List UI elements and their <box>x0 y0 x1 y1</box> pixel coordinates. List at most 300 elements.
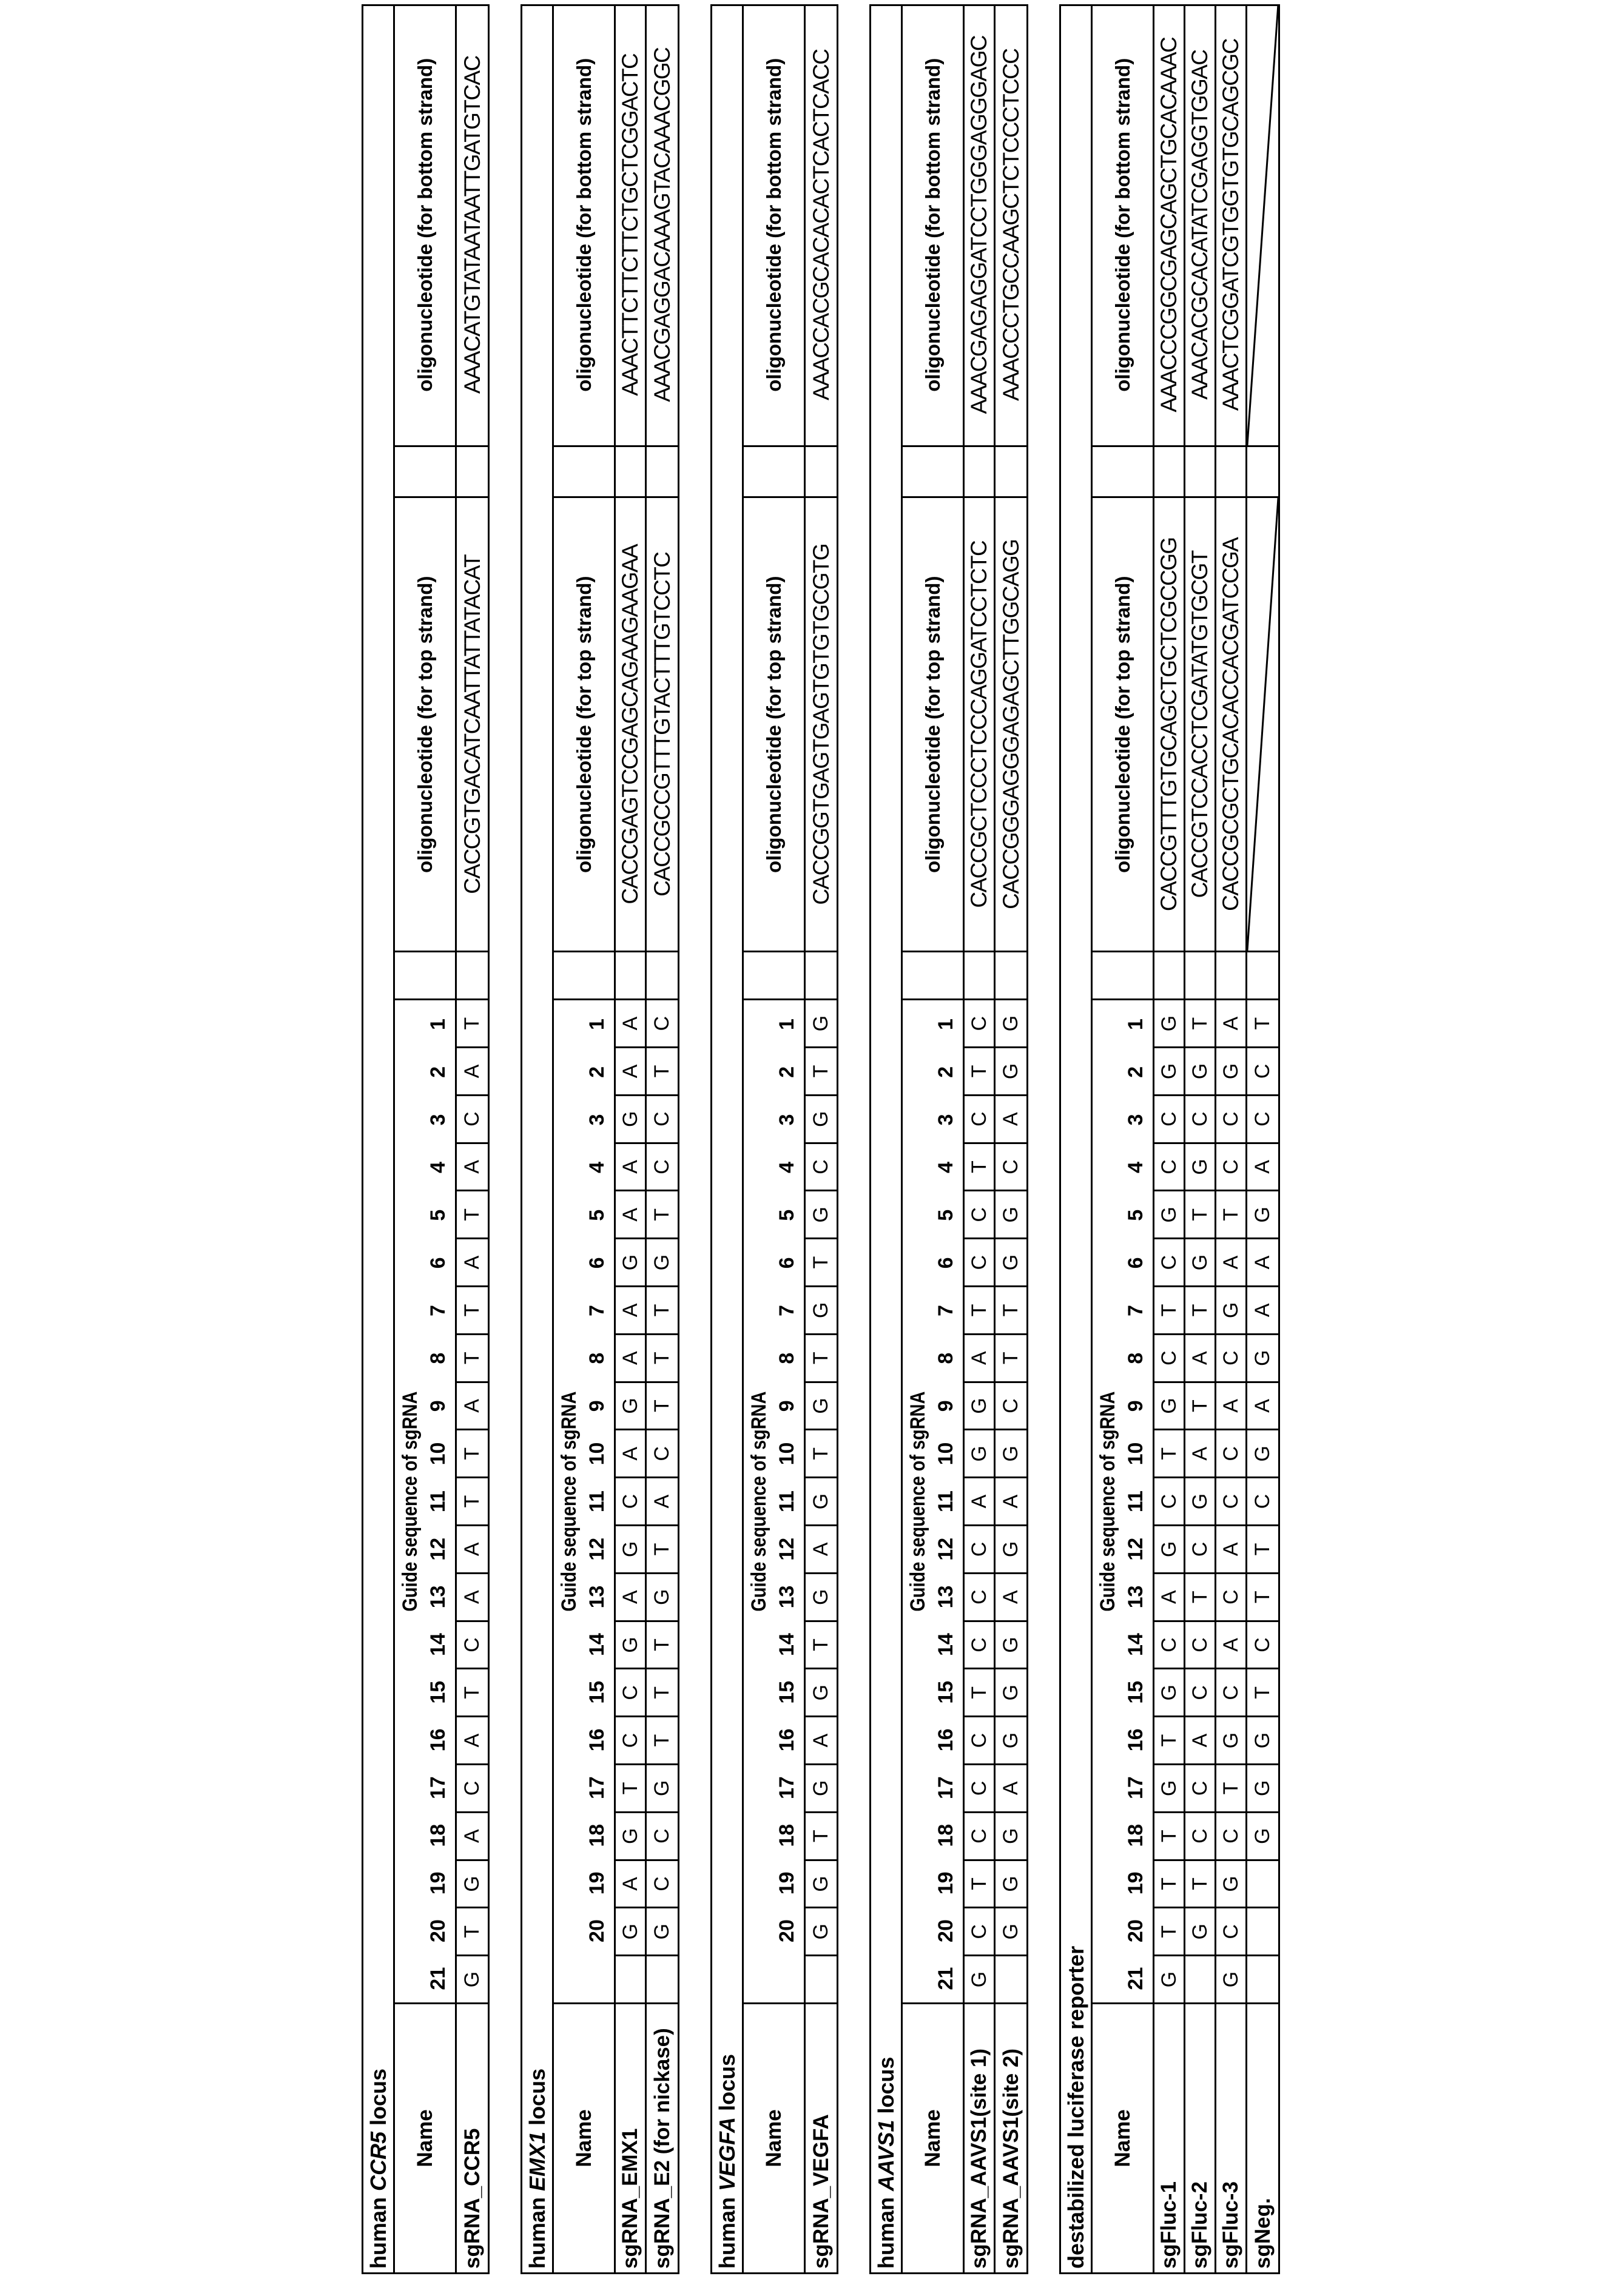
position-number: 13 <box>426 1573 450 1621</box>
spacer-cell <box>554 951 616 998</box>
guide-base: C <box>1185 1763 1216 1811</box>
guide-base: C <box>965 1094 996 1142</box>
top-strand-oligo: CACCGTCCACCTCGATATGTGCGT <box>1185 496 1216 951</box>
guide-base: T <box>647 1668 678 1715</box>
position-number: 2 <box>775 1048 799 1096</box>
position-number: 5 <box>585 1191 609 1239</box>
top-strand-oligo: CACCGTGACATCAATTATTATACAT <box>457 496 488 951</box>
position-number: 9 <box>775 1382 799 1430</box>
position-number: 21 <box>1124 1954 1148 2002</box>
position-number: 20 <box>585 1907 609 1955</box>
guide-base: T <box>1247 1524 1278 1572</box>
guide-base: G <box>996 998 1026 1046</box>
guide-base: T <box>647 1285 678 1333</box>
section-grid <box>903 6 965 2272</box>
guide-base: G <box>965 1954 996 2002</box>
guide-base: A <box>457 1572 488 1620</box>
position-number: 4 <box>775 1143 799 1191</box>
section-title-prefix: destabilized luciferase reporter <box>1063 1946 1089 2269</box>
sgrna-name: sgFluc-2 <box>1185 2002 1216 2272</box>
section-title-suffix: locus <box>715 2054 740 2117</box>
sgrna-oligo-table <box>362 4 1311 2274</box>
position-number: 6 <box>1124 1239 1148 1287</box>
guide-base: G <box>1154 1190 1185 1237</box>
guide-base: T <box>965 1046 996 1094</box>
spacer-cell <box>965 951 996 998</box>
position-number: 12 <box>426 1525 450 1573</box>
top-strand-oligo-header: oligonucleotide (for top strand) <box>554 496 616 951</box>
guide-base: G <box>647 1763 678 1811</box>
guide-base <box>1247 1859 1278 1907</box>
position-number: 15 <box>934 1668 958 1716</box>
guide-base: G <box>1216 1715 1247 1763</box>
guide-base: G <box>996 1907 1026 1954</box>
guide-base: C <box>457 1094 488 1142</box>
guide-base: A <box>1216 1381 1247 1429</box>
section-title-suffix: locus <box>874 2057 899 2120</box>
empty-cell-diagonal <box>1247 4 1278 445</box>
sgrna-name: sgNeg. <box>1247 2002 1278 2272</box>
guide-base: G <box>1154 998 1185 1046</box>
guide-base: T <box>647 1381 678 1429</box>
position-number: 17 <box>1124 1764 1148 1812</box>
guide-base: T <box>1154 1907 1185 1954</box>
table-row <box>1185 6 1216 2272</box>
guide-base: T <box>965 1859 996 1907</box>
guide-base: A <box>647 1476 678 1524</box>
position-number: 8 <box>585 1335 609 1382</box>
guide-base: G <box>1154 1381 1185 1429</box>
table-row <box>965 6 996 2272</box>
guide-base: A <box>1247 1142 1278 1190</box>
guide-sequence-header <box>554 998 616 2002</box>
guide-base: A <box>457 1046 488 1094</box>
position-number: 4 <box>426 1143 450 1191</box>
position-number: 11 <box>426 1478 450 1526</box>
guide-base: C <box>647 1094 678 1142</box>
guide-base: A <box>457 1142 488 1190</box>
guide-base: C <box>1247 1046 1278 1094</box>
guide-base <box>616 1954 647 2002</box>
guide-base: T <box>1185 1572 1216 1620</box>
guide-base: G <box>647 1907 678 1954</box>
spacer-cell <box>744 445 806 496</box>
position-number: 11 <box>934 1478 958 1526</box>
spacer-cell <box>457 445 488 496</box>
position-number: 21 <box>426 1954 450 2002</box>
guide-base: C <box>647 1811 678 1859</box>
locus-section <box>521 4 679 2274</box>
guide-base: A <box>616 1572 647 1620</box>
spacer-cell <box>806 951 837 998</box>
spacer-cell <box>457 951 488 998</box>
name-header: Name <box>395 2002 457 2272</box>
guide-base: G <box>616 1811 647 1859</box>
table-row <box>647 6 678 2272</box>
position-number: 9 <box>1124 1382 1148 1430</box>
guide-base: T <box>965 1285 996 1333</box>
guide-base: G <box>1154 1046 1185 1094</box>
guide-base: G <box>1216 1859 1247 1907</box>
position-numbers <box>585 1000 614 2002</box>
sgrna-name: sgRNA_EMX1 <box>616 2002 647 2272</box>
name-header: Name <box>903 2002 965 2272</box>
table-row <box>1154 6 1185 2272</box>
guide-base: A <box>806 1524 837 1572</box>
guide-base: A <box>616 1190 647 1237</box>
position-number: 5 <box>934 1191 958 1239</box>
guide-base: A <box>457 1811 488 1859</box>
guide-base: G <box>806 1668 837 1715</box>
position-number: 13 <box>934 1573 958 1621</box>
section-title-gene: EMX1 <box>525 2132 550 2191</box>
guide-base: T <box>457 1476 488 1524</box>
bottom-strand-oligo: AAACCCTGCCAAGCTCTCCCTCCC <box>996 4 1026 445</box>
position-number: 9 <box>426 1382 450 1430</box>
guide-base: G <box>965 1381 996 1429</box>
position-number <box>585 1954 609 2002</box>
guide-base: T <box>457 1429 488 1476</box>
guide-base: T <box>806 1429 837 1476</box>
sgrna-name: sgRNA_AAVS1(site 2) <box>996 2002 1026 2272</box>
guide-base: C <box>1216 1142 1247 1190</box>
position-number <box>775 1954 799 2002</box>
guide-base <box>1185 1954 1216 2002</box>
guide-base: T <box>1154 1429 1185 1476</box>
guide-base: T <box>1216 1190 1247 1237</box>
guide-base: G <box>806 1094 837 1142</box>
sgrna-name: sgFluc-3 <box>1216 2002 1247 2272</box>
spacer-cell <box>903 951 965 998</box>
position-number: 12 <box>1124 1525 1148 1573</box>
guide-base: C <box>996 1381 1026 1429</box>
guide-base: A <box>616 1142 647 1190</box>
spacer-cell <box>996 951 1026 998</box>
guide-base: C <box>457 1620 488 1668</box>
guide-base: G <box>457 1859 488 1907</box>
section-title-gene: AAVS1 <box>874 2120 899 2191</box>
guide-sequence-title: Guide sequence of sgRNA <box>554 1076 581 1927</box>
guide-base: G <box>996 1190 1026 1237</box>
position-number: 2 <box>426 1048 450 1096</box>
guide-base: C <box>965 1620 996 1668</box>
guide-base: C <box>1185 1811 1216 1859</box>
position-number: 18 <box>585 1811 609 1859</box>
guide-base: G <box>806 1190 837 1237</box>
spacer-cell <box>744 951 806 998</box>
position-numbers <box>775 1000 804 2002</box>
section-title <box>363 6 395 2272</box>
position-number: 16 <box>775 1716 799 1764</box>
bottom-strand-oligo: AAACGAGGACAAAGTACAAACGGC <box>647 4 678 445</box>
bottom-strand-oligo <box>1247 4 1278 445</box>
spacer-cell <box>903 445 965 496</box>
guide-base: C <box>1154 1620 1185 1668</box>
guide-base: A <box>616 1285 647 1333</box>
guide-base: C <box>965 1237 996 1285</box>
guide-sequence-title: Guide sequence of sgRNA <box>744 1076 771 1927</box>
top-strand-oligo-header: oligonucleotide (for top strand) <box>744 496 806 951</box>
guide-base: G <box>996 1715 1026 1763</box>
guide-base: T <box>1154 1715 1185 1763</box>
table-row <box>457 6 488 2272</box>
guide-base: C <box>1216 1572 1247 1620</box>
guide-base: T <box>647 1715 678 1763</box>
position-number: 13 <box>775 1573 799 1621</box>
section-title-prefix: human <box>715 2191 740 2269</box>
position-number: 19 <box>585 1859 609 1907</box>
spacer-cell <box>1247 951 1278 998</box>
guide-base: A <box>1185 1715 1216 1763</box>
position-number: 8 <box>934 1335 958 1382</box>
position-number: 7 <box>1124 1287 1148 1335</box>
guide-base: T <box>647 1046 678 1094</box>
guide-base: G <box>1247 1333 1278 1381</box>
spacer-cell <box>1185 951 1216 998</box>
name-header: Name <box>1093 2002 1154 2272</box>
position-number: 2 <box>1124 1048 1148 1096</box>
position-number: 6 <box>585 1239 609 1287</box>
section-title-gene: CCR5 <box>366 2132 391 2191</box>
guide-base: T <box>457 1285 488 1333</box>
guide-base: T <box>1185 1859 1216 1907</box>
position-number: 7 <box>426 1287 450 1335</box>
guide-base: T <box>457 1333 488 1381</box>
guide-base: A <box>616 1859 647 1907</box>
guide-base: G <box>806 1572 837 1620</box>
guide-base: A <box>1185 1333 1216 1381</box>
guide-base: G <box>616 1381 647 1429</box>
position-number: 20 <box>775 1907 799 1955</box>
guide-base: A <box>616 1046 647 1094</box>
top-strand-oligo: CACCGCGCTGCACACCACGATCCGA <box>1216 496 1247 951</box>
locus-section <box>362 4 490 2274</box>
guide-base: G <box>996 1668 1026 1715</box>
guide-base: C <box>1247 1476 1278 1524</box>
position-number: 17 <box>426 1764 450 1812</box>
guide-base: C <box>1216 1333 1247 1381</box>
guide-base: T <box>647 1190 678 1237</box>
guide-base: G <box>996 1620 1026 1668</box>
spacer-cell <box>965 445 996 496</box>
spacer-cell <box>806 445 837 496</box>
guide-sequence-header <box>395 998 457 2002</box>
position-number: 7 <box>585 1287 609 1335</box>
position-number: 2 <box>934 1048 958 1096</box>
guide-base: G <box>1154 1524 1185 1572</box>
section-title <box>1061 6 1093 2272</box>
guide-base: A <box>616 1333 647 1381</box>
guide-base: C <box>457 1763 488 1811</box>
guide-base: G <box>996 1046 1026 1094</box>
spacer-cell <box>1093 445 1154 496</box>
guide-base: T <box>1154 1285 1185 1333</box>
guide-base: T <box>647 1333 678 1381</box>
guide-base: C <box>1247 1620 1278 1668</box>
guide-base: G <box>616 1620 647 1668</box>
position-number: 9 <box>934 1382 958 1430</box>
position-number: 3 <box>585 1096 609 1144</box>
guide-base: C <box>1154 1333 1185 1381</box>
guide-base: G <box>1216 1285 1247 1333</box>
position-number: 9 <box>585 1382 609 1430</box>
guide-base: G <box>806 1285 837 1333</box>
bottom-strand-oligo-header: oligonucleotide (for bottom strand) <box>1093 4 1154 445</box>
position-number: 14 <box>585 1621 609 1669</box>
sgrna-name: sgFluc-1 <box>1154 2002 1185 2272</box>
position-number: 21 <box>934 1954 958 2002</box>
guide-base: G <box>457 1954 488 2002</box>
position-numbers <box>426 1000 455 2002</box>
position-number: 1 <box>934 1000 958 1048</box>
locus-section <box>1059 4 1280 2274</box>
guide-base: A <box>996 1572 1026 1620</box>
spacer-cell <box>1185 445 1216 496</box>
guide-base: G <box>996 1524 1026 1572</box>
guide-base: T <box>616 1763 647 1811</box>
position-number: 4 <box>934 1143 958 1191</box>
position-number: 8 <box>775 1335 799 1382</box>
position-number: 20 <box>934 1907 958 1955</box>
guide-base: T <box>1154 1811 1185 1859</box>
bottom-strand-oligo-header: oligonucleotide (for bottom strand) <box>903 4 965 445</box>
guide-base: G <box>1154 1668 1185 1715</box>
position-number: 1 <box>585 1000 609 1048</box>
position-number: 14 <box>934 1621 958 1669</box>
guide-base: C <box>1185 1668 1216 1715</box>
guide-base: G <box>1216 1954 1247 2002</box>
guide-base: T <box>996 1333 1026 1381</box>
position-number: 3 <box>1124 1096 1148 1144</box>
position-number: 18 <box>426 1811 450 1859</box>
position-number: 11 <box>775 1478 799 1526</box>
sgrna-name: sgRNA_VEGFA <box>806 2002 837 2272</box>
spacer-cell <box>996 445 1026 496</box>
guide-sequence-title: Guide sequence of sgRNA <box>903 1076 930 1927</box>
position-numbers <box>934 1000 963 2002</box>
guide-base <box>996 1954 1026 2002</box>
guide-base: A <box>965 1333 996 1381</box>
guide-base: T <box>806 1811 837 1859</box>
position-number: 12 <box>585 1525 609 1573</box>
bottom-strand-oligo: AAACTTCTTCTTCTGCTCGGACTC <box>616 4 647 445</box>
name-header: Name <box>554 2002 616 2272</box>
locus-section <box>710 4 838 2274</box>
guide-base: A <box>616 998 647 1046</box>
guide-sequence-title: Guide sequence of sgRNA <box>1093 1076 1120 1927</box>
spacer-cell <box>1154 445 1185 496</box>
sgrna-name: sgRNA_CCR5 <box>457 2002 488 2272</box>
guide-base: G <box>806 1381 837 1429</box>
guide-base: C <box>965 1524 996 1572</box>
guide-base: G <box>965 1429 996 1476</box>
guide-base: C <box>1154 1094 1185 1142</box>
section-grid <box>744 6 806 2272</box>
position-number: 5 <box>426 1191 450 1239</box>
guide-base: C <box>647 998 678 1046</box>
empty-cell-diagonal <box>1247 498 1278 951</box>
position-number: 15 <box>1124 1668 1148 1716</box>
guide-base: C <box>616 1715 647 1763</box>
guide-base: T <box>806 1046 837 1094</box>
spacer-cell <box>647 445 678 496</box>
position-number: 10 <box>1124 1430 1148 1478</box>
position-number: 3 <box>426 1096 450 1144</box>
table-row <box>1216 6 1247 2272</box>
guide-base: G <box>1247 1429 1278 1476</box>
guide-base: C <box>1216 1429 1247 1476</box>
guide-base: C <box>1216 1811 1247 1859</box>
position-number: 7 <box>934 1287 958 1335</box>
position-number: 2 <box>585 1048 609 1096</box>
section-title <box>522 6 554 2272</box>
guide-base: T <box>965 1668 996 1715</box>
table-row <box>806 6 837 2272</box>
position-number: 13 <box>1124 1573 1148 1621</box>
position-number: 1 <box>426 1000 450 1048</box>
guide-base: G <box>996 1811 1026 1859</box>
guide-base: G <box>1185 1142 1216 1190</box>
position-number: 1 <box>775 1000 799 1048</box>
position-number: 19 <box>1124 1859 1148 1907</box>
guide-base: G <box>647 1572 678 1620</box>
guide-base: G <box>806 1476 837 1524</box>
guide-base: T <box>1185 1381 1216 1429</box>
guide-base: C <box>647 1429 678 1476</box>
guide-base: T <box>806 1620 837 1668</box>
guide-base: T <box>1185 998 1216 1046</box>
guide-base: C <box>616 1668 647 1715</box>
top-strand-oligo: CACCGCCGTTTGTACTTTGTCCTC <box>647 496 678 951</box>
guide-base: C <box>965 1811 996 1859</box>
guide-base: A <box>1216 1237 1247 1285</box>
section-title-prefix: human <box>525 2191 550 2269</box>
guide-base: G <box>806 1763 837 1811</box>
guide-base: T <box>1247 1572 1278 1620</box>
section-grid <box>1093 6 1154 2272</box>
guide-base: G <box>1185 1046 1216 1094</box>
bottom-strand-oligo: AAACATGTATAATAATTGATGTCAC <box>457 4 488 445</box>
position-number: 4 <box>1124 1143 1148 1191</box>
guide-base: C <box>1216 1668 1247 1715</box>
guide-base: A <box>457 1381 488 1429</box>
guide-base: T <box>1216 1763 1247 1811</box>
guide-base: C <box>965 1715 996 1763</box>
position-number: 8 <box>1124 1335 1148 1382</box>
section-grid <box>554 6 616 2272</box>
position-number: 11 <box>1124 1478 1148 1526</box>
top-strand-oligo: CACCGGGAGGGAGAGCTTGGCAGG <box>996 496 1026 951</box>
guide-base: T <box>965 1142 996 1190</box>
position-number: 5 <box>775 1191 799 1239</box>
table-row <box>996 6 1026 2272</box>
position-number: 10 <box>585 1430 609 1478</box>
position-number: 11 <box>585 1478 609 1526</box>
guide-base <box>1247 1907 1278 1954</box>
position-number: 12 <box>775 1525 799 1573</box>
position-number: 17 <box>585 1764 609 1812</box>
position-number: 19 <box>775 1859 799 1907</box>
position-number: 3 <box>934 1096 958 1144</box>
position-number: 6 <box>934 1239 958 1287</box>
top-strand-oligo: CACCGGTGAGTGAGTGTGTGCGTG <box>806 496 837 951</box>
guide-base: T <box>457 1668 488 1715</box>
position-number: 17 <box>934 1764 958 1812</box>
guide-base: C <box>806 1142 837 1190</box>
guide-base: T <box>806 1237 837 1285</box>
bottom-strand-oligo: AAACGAGAGGATCCTGGGAGGGAGC <box>965 4 996 445</box>
guide-base: T <box>806 1333 837 1381</box>
